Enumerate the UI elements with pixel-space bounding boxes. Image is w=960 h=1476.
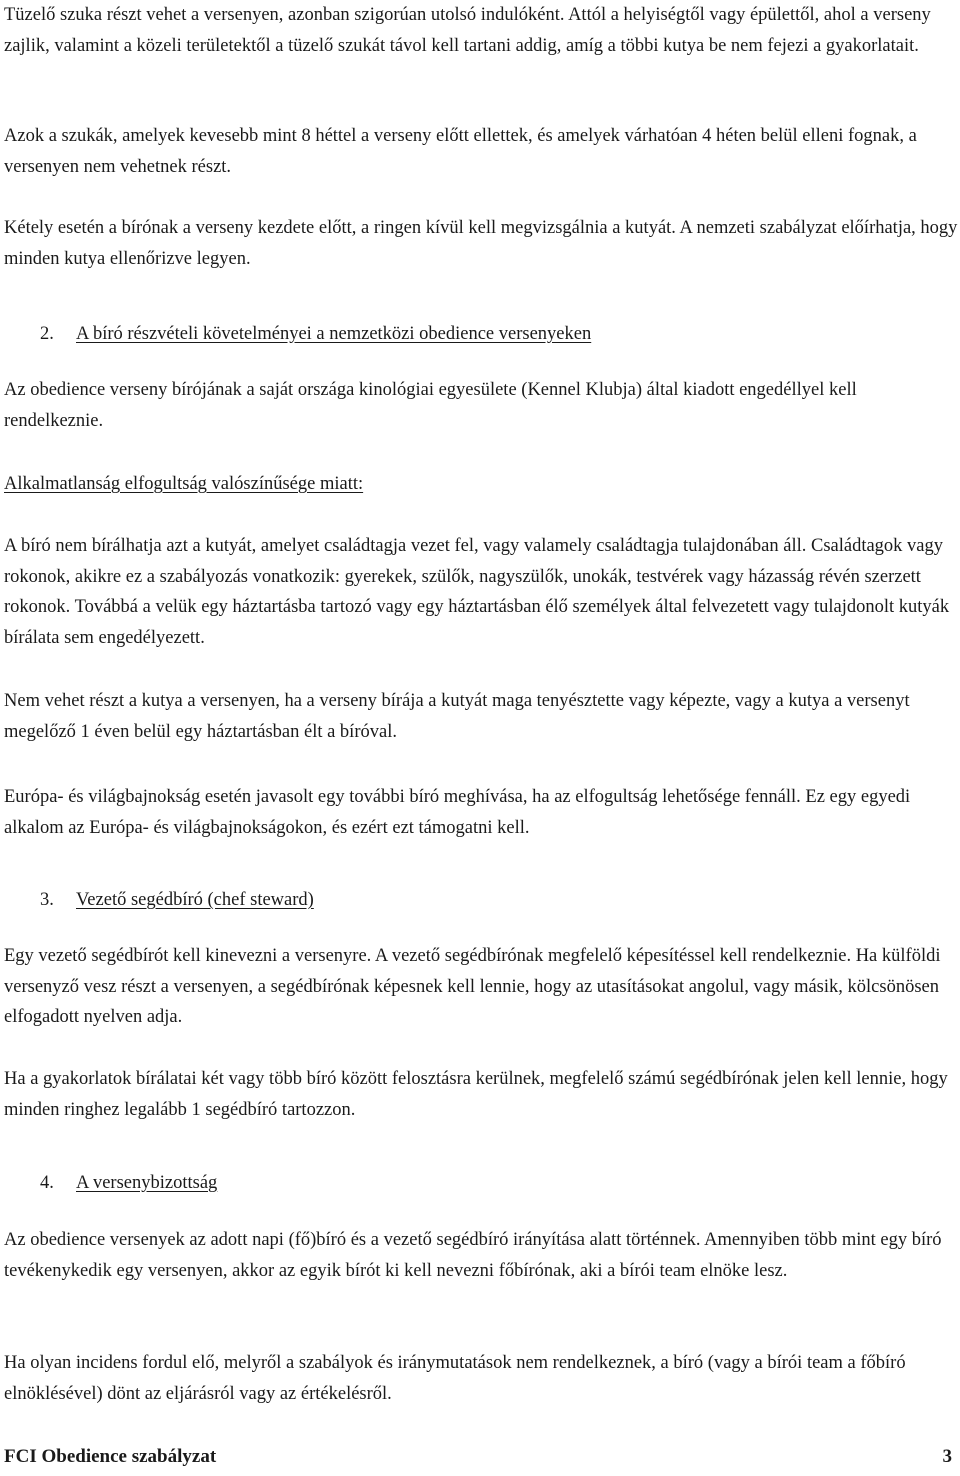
section-title: A bíró részvételi követelményei a nemzetközi obedience versenyeken: [76, 324, 592, 344]
footer-page-number: 3: [942, 1446, 952, 1467]
paragraph-chief-steward: Egy vezető segédbírót kell kinevezni a versenyre. A vezető segédbírónak megfelelő képesítéssel kell rendelkeznie. Ha külföldi versenyző vesz részt a versenyen, a segédbírónak képesnek kell lennie, hogy az utasításokat angolul, vagy másik, kölcsönösen elfogadott nyelven adja.: [4, 946, 941, 1027]
paragraph-competition-committee: Az obedience versenyek az adott napi (fő)bíró és a vezető segédbíró irányítása alatt történnek. Amennyiben több mint egy bíró tevékenykedik egy versenyen, akkor az egyik bírót ki kell nevezni főbírónak, aki a bírói team elnöke lesz.: [4, 1230, 942, 1281]
subheading-conflict-of-interest: Alkalmatlanság elfogultság valószínűsége miatt:: [4, 474, 364, 494]
paragraph-judge-inspection: Kétely esetén a bírónak a verseny kezdete előtt, a ringen kívül kell megvizsgálnia a kutyát. A nemzeti szabályzat előírhatja, hogy minden kutya ellenőrizve legyen.: [4, 218, 958, 269]
paragraph-incidents: Ha olyan incidens fordul elő, melyről a szabályok és iránymutatások nem rendelkeznek, a bíró (vagy a bírói team a főbíró elnöklésével) dönt az eljárásról vagy az értékelésről.: [4, 1353, 906, 1404]
footer-title: FCI Obedience szabályzat: [4, 1446, 217, 1467]
section-title: A versenybizottság: [76, 1173, 218, 1193]
section-number: 2.: [40, 324, 54, 344]
paragraph-bred-or-trained: Nem vehet részt a kutya a versenyen, ha a verseny bírája a kutyát maga tenyésztette vagy képezte, vagy a kutya a versenyt megelőző 1 éven belül egy háztartásban élt a bíróval.: [4, 691, 910, 742]
paragraph-championships: Európa- és világbajnokság esetén javasolt egy további bíró meghívása, ha az elfogultság lehetősége fennáll. Ez egy egyedi alkalom az Európa- és világbajnokságokon, és ezért ezt támogatni kell.: [4, 787, 911, 838]
paragraph-family-members: A bíró nem bírálhatja azt a kutyát, amelyet családtagja vezet fel, vagy valamely családtagja tulajdonában áll. Családtagok vagy rokonok, akikre ez a szabályozás vonatkozik: gyerekek, szülők, nagyszülők, unokák, testvérek vagy házasság révén szerzett rokonok. Továbbá a velük egy háztartásba tartozó vagy egy háztartásban élő személyek által felvezetett vagy tulajdonolt kutyák bírálata sem engedélyezett.: [4, 536, 950, 648]
paragraph-judge-license: Az obedience verseny bírójának a saját országa kinológiai egyesülete (Kennel Klubja) által kiadott engedéllyel kell rendelkeznie.: [4, 380, 857, 431]
section-number: 4.: [40, 1173, 54, 1193]
paragraph-stewards-per-ring: Ha a gyakorlatok bírálatai két vagy több bíró között felosztásra kerülnek, megfelelő számú segédbírónak jelen kell lennie, hogy minden ringhez legalább 1 segédbíró tartozzon.: [4, 1069, 948, 1120]
paragraph-bitch-in-season: Tüzelő szuka részt vehet a versenyen, azonban szigorúan utolsó indulóként. Attól a helyiségtől vagy épülettől, ahol a verseny zajlik, valamint a közeli területektől a tüzelő szukát távol kell tartani addig, amíg a többi kutya be nem fejezi a gyakorlatait.: [4, 5, 931, 56]
paragraph-whelped-bitches: Azok a szukák, amelyek kevesebb mint 8 héttel a verseny előtt ellettek, és amelyek várhatóan 4 héten belül elleni fognak, a versenyen nem vehetnek részt.: [4, 126, 917, 177]
section-number: 3.: [40, 890, 54, 910]
section-title: Vezető segédbíró (chef steward): [76, 890, 314, 910]
